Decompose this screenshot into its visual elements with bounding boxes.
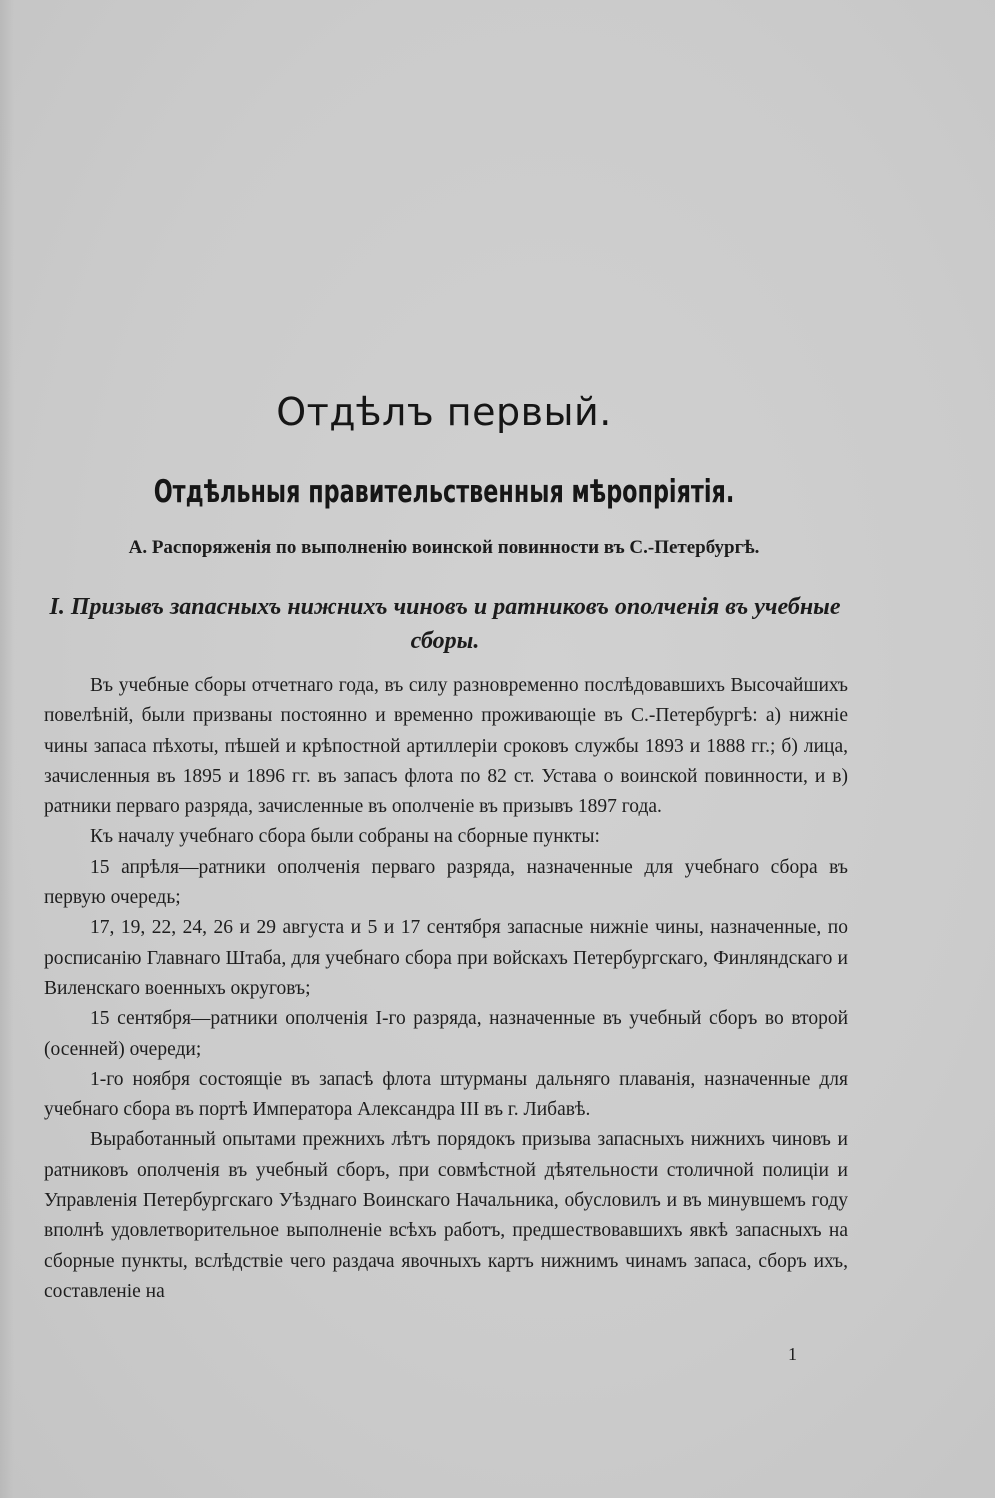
paragraph: 17, 19, 22, 24, 26 и 29 августа и 5 и 17 сентября запасные нижніе чины, назначенные, по росписанію Главнаго Штаба, для учебнаго сбора при войскахъ Петербургскаго, Финляндскаго и Виленскаго военныхъ округовъ;	[44, 917, 848, 999]
body-text	[44, 671, 848, 1307]
chapter-subtitle: Отдѣльныя правительственныя мѣропріятія.	[153, 474, 735, 510]
section-title: Отдѣлъ первый.	[276, 390, 612, 434]
page-edge-shadow	[0, 0, 14, 1498]
paragraph: 15 сентября—ратники ополченія I-го разряда, назначенные въ учебный сборъ во второй (осенней) очереди;	[44, 1008, 848, 1060]
subsection-heading: А. Распоряженія по выполненію воинской повинности въ С.-Петербургѣ.	[128, 537, 760, 558]
paragraph: Выработанный опытами прежнихъ лѣтъ порядокъ призыва запасныхъ нижнихъ чиновъ и ратниковъ ополченія въ учебный сборъ, при совмѣстной дѣятельности столичной полиціи и Управленія Петербургскаго Уѣзднаго Воинскаго Начальника, обусловилъ и въ минувшемъ году вполнѣ удовлетворительное выполненіе всѣхъ работъ, предшествовавшихъ явкѣ запасныхъ на сборные пункты, вслѣдствіе чего раздача явочныхъ картъ нижнимъ чинамъ запаса, сборъ ихъ, составленіе на	[44, 1129, 848, 1302]
page-number: 1	[788, 1344, 797, 1364]
item-title: I. Призывъ запасныхъ нижнихъ чиновъ и ратниковъ ополченія въ учебные сборы.	[49, 594, 841, 654]
paragraph: 1-го ноября состоящіе въ запасѣ флота штурманы дальняго плаванія, назначенные для учебнаго сбора въ портѣ Императора Александра III въ г. Либавѣ.	[44, 1068, 848, 1121]
paragraph: Къ началу учебнаго сбора были собраны на сборные пункты:	[90, 826, 600, 848]
paragraph: Въ учебные сборы отчетнаго года, въ силу разновременно послѣдовавшихъ Высочайшихъ повелѣній, были призваны постоянно и временно проживающіе въ С.-Петербургѣ: а) нижніе чины запаса пѣхоты, пѣшей и крѣпостной артиллеріи сроковъ службы 1893 и 1888 гг.; б) лица, зачисленныя въ 1895 и 1896 гг. въ запасъ флота по 82 ст. Устава о воинской повинности, и в) ратники перваго разряда, зачисленные въ ополченіе въ призывъ 1897 года.	[44, 675, 848, 818]
paragraph: 15 апрѣля—ратники ополченія перваго разряда, назначенные для учебнаго сбора въ первую очередь;	[44, 856, 848, 909]
